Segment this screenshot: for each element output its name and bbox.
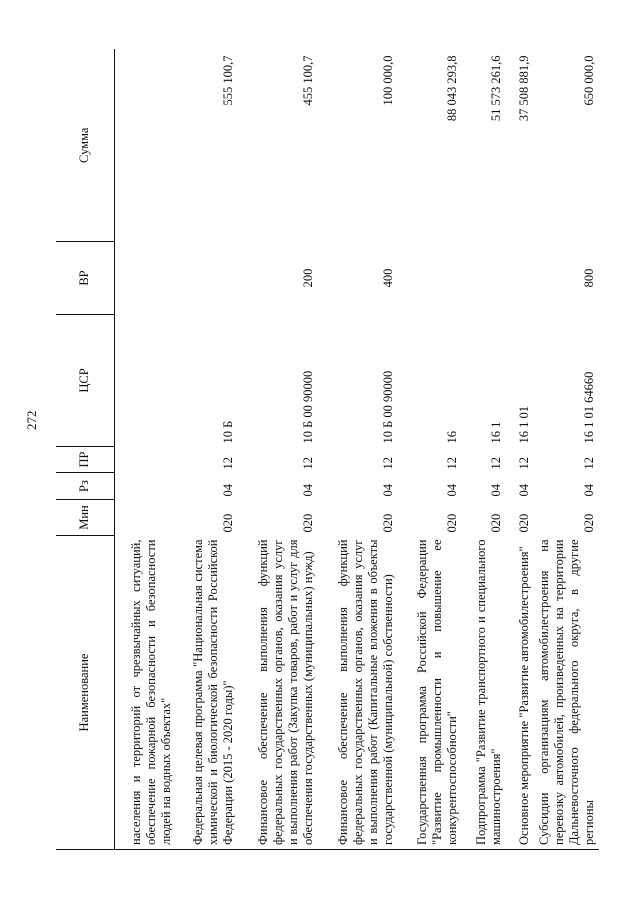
header-pr: ПР (56, 447, 114, 473)
header-csr: ЦСР (56, 315, 114, 447)
row-rz: 04 (517, 484, 531, 497)
row-rz: 04 (381, 484, 395, 497)
row-sum: 100 000,0 (381, 55, 395, 106)
row-min: 020 (381, 513, 395, 533)
row-vr (114, 242, 176, 315)
row-sum: 88 043 293,8 (445, 55, 459, 122)
row-sum: 555 100,7 (221, 55, 235, 106)
row-csr: 16 1 (489, 421, 503, 444)
row-sum (114, 50, 176, 242)
row-name: Федеральная целевая программа "Национальная система химической и биологической безопасности Российской Федерации (2015 - 2020 годы)" (191, 539, 235, 845)
row-sum: 650 000,0 (582, 55, 596, 106)
budget-table-rotated (56, 50, 596, 850)
row-csr: 16 1 01 (517, 406, 531, 444)
row-pr: 12 (445, 457, 459, 470)
row-pr: 12 (582, 457, 596, 470)
row-min: 020 (221, 513, 235, 533)
row-pr: 12 (301, 457, 315, 470)
row-rz: 04 (445, 484, 459, 497)
page-number: 272 (24, 410, 39, 430)
row-csr: 16 1 01 64660 (582, 371, 596, 444)
row-rz (114, 473, 176, 500)
row-name: населения и территорий от чрезвычайных ситуаций, обеспечение пожарной безопасности и безопасности людей на водных объектах" (129, 539, 173, 845)
row-vr: 200 (301, 268, 315, 288)
row-min: 020 (489, 513, 503, 533)
row-name: Подпрограмма "Развитие транспортного и специального машиностроения" (474, 539, 503, 845)
row-min: 020 (582, 513, 596, 533)
row-rz: 04 (489, 484, 503, 497)
row-min (114, 500, 176, 536)
row-pr: 12 (517, 457, 531, 470)
budget-table (56, 50, 599, 851)
row-sum: 455 100,7 (301, 55, 315, 106)
row-name: Основное мероприятие "Развитие автомобилестроения" (517, 546, 531, 845)
table-row (534, 50, 599, 850)
row-name: Субсидии организациям автомобилестроения на перевозку автомобилей, произведенных на территории Дальневосточного федерального округа, в другие регионы (537, 539, 596, 845)
row-vr: 800 (582, 268, 596, 288)
row-vr (398, 242, 462, 315)
row-vr: 400 (381, 268, 395, 288)
row-csr: 10 Б 00 90000 (301, 370, 315, 444)
row-rz: 04 (221, 484, 235, 497)
row-pr: 12 (381, 457, 395, 470)
row-csr (114, 315, 176, 447)
table-row (506, 50, 534, 850)
row-rz: 04 (582, 484, 596, 497)
table-row (398, 50, 462, 850)
row-min: 020 (301, 513, 315, 533)
table-row (114, 50, 176, 850)
row-name: Финансовое обеспечение выполнения функций федеральных государственных органов, оказания услуг и выполнения работ (Капитальные вложения в объекты государственной (муниципальной) собственности) (336, 539, 395, 845)
row-pr: 12 (221, 457, 235, 470)
row-name: Финансовое обеспечение выполнения функций федеральных государственных органов, оказания услуг и выполнения работ (Закупка товаров, работ и услуг для обеспечения государственных (муниципальных) нужд) (256, 539, 315, 845)
header-name: Наименование (56, 536, 114, 850)
row-csr: 10 Б (221, 420, 235, 444)
table-header-row (56, 50, 114, 850)
table-row (176, 50, 238, 850)
row-sum: 37 508 881,9 (517, 55, 531, 122)
table-row (318, 50, 398, 850)
row-pr (114, 447, 176, 473)
row-min: 020 (517, 513, 531, 533)
header-vr: ВР (56, 242, 114, 315)
row-csr: 10 Б 00 90000 (381, 370, 395, 444)
row-rz: 04 (301, 484, 315, 497)
header-min: Мин (56, 500, 114, 536)
row-vr (462, 242, 506, 315)
table-row (462, 50, 506, 850)
row-min: 020 (445, 513, 459, 533)
row-sum: 51 573 261,6 (489, 55, 503, 122)
header-sum: Сумма (56, 50, 114, 242)
row-csr: 16 (445, 431, 459, 444)
header-rz: Рз (56, 473, 114, 500)
row-name: Государственная программа Российской Федерации "Развитие промышленности и повышение ее конкурентоспособности" (415, 539, 459, 845)
row-pr: 12 (489, 457, 503, 470)
row-vr (176, 242, 238, 315)
table-row (238, 50, 318, 850)
row-vr (506, 242, 534, 315)
